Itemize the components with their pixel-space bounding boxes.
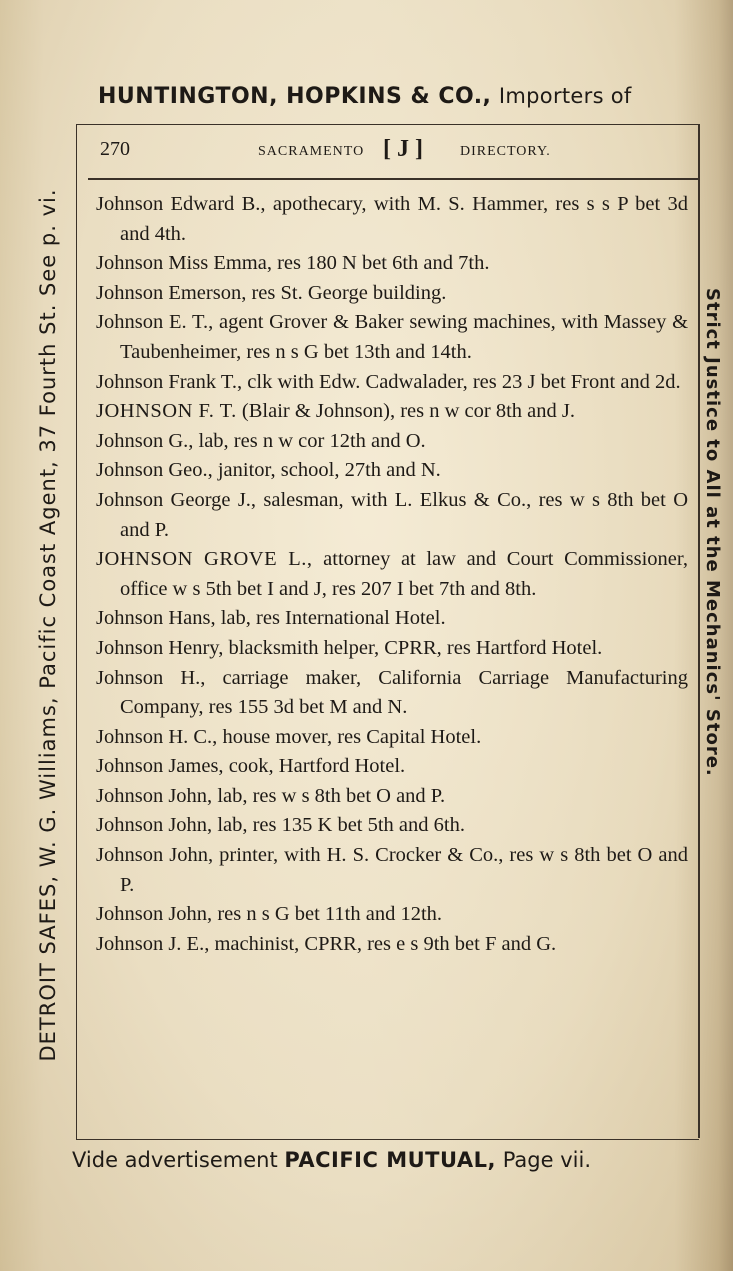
- directory-entry: [96, 249, 688, 279]
- directory-entry: [96, 397, 688, 427]
- running-head-section: DIRECTORY.: [460, 144, 551, 159]
- bracket-open: [: [383, 136, 391, 162]
- directory-entry: [96, 782, 688, 812]
- footer-page: Page vii.: [502, 1148, 591, 1172]
- page-number: 270: [100, 138, 130, 160]
- entry-name: Johnson G.,: [96, 429, 194, 452]
- footer-advertiser: PACIFIC MUTUAL,: [284, 1148, 497, 1172]
- directory-entry: [96, 930, 688, 960]
- directory-entry: [96, 752, 688, 782]
- entry-text: lab, res w s 8th bet O and P.: [217, 784, 446, 807]
- entry-text: printer, with H. S. Crocker & Co., res w s 8th bet O and P.: [120, 844, 689, 896]
- running-head-letter: [383, 136, 423, 163]
- entry-text: lab, res 135 K bet 5th and 6th.: [217, 814, 465, 837]
- entry-text: blacksmith helper, CPRR, res Hartford Hotel.: [228, 636, 603, 659]
- directory-entries: [96, 190, 688, 959]
- entry-text: agent Grover & Baker sewing machines, with Massey & Taubenheimer, res n s G bet 13th and 14th.: [120, 311, 689, 363]
- entry-text: lab, res International Hotel.: [220, 607, 446, 630]
- page-footer: [72, 1148, 702, 1180]
- entry-text: lab, res n w cor 12th and O.: [198, 429, 426, 452]
- entry-name: Johnson John,: [96, 784, 213, 807]
- directory-entry: [96, 427, 688, 457]
- entry-text: house mover, res Capital Hotel.: [222, 725, 482, 748]
- side-advert-left: DETROIT SAFES, W. G. Williams, Pacific Coast Agent, 37 Fourth St. See p. vi.: [36, 188, 60, 1062]
- entry-name: Johnson Hans,: [96, 607, 216, 630]
- entry-name: Johnson E. T.,: [96, 311, 214, 334]
- entry-text: (Blair & Johnson), res n w cor 8th and J.: [241, 400, 575, 423]
- directory-entry: [96, 308, 688, 367]
- entry-text: res 180 N bet 6th and 7th.: [277, 252, 490, 275]
- header-firm: HUNTINGTON, HOPKINS & CO.,: [98, 84, 492, 109]
- footer-lead: Vide advertisement: [72, 1148, 278, 1172]
- directory-entry: [96, 456, 688, 486]
- entry-text: apothecary, with M. S. Hammer, res s s P bet 3d and 4th.: [120, 193, 688, 245]
- entry-name: Johnson Emerson,: [96, 281, 247, 304]
- entry-name: Johnson Henry,: [96, 636, 224, 659]
- directory-entry: [96, 545, 688, 604]
- bracket-close: ]: [415, 136, 423, 162]
- entry-text: machinist, CPRR, res e s 9th bet F and G.: [214, 932, 557, 955]
- directory-entry: [96, 723, 688, 753]
- directory-entry: [96, 811, 688, 841]
- directory-entry: [96, 664, 688, 723]
- entry-name: Johnson George J.,: [96, 488, 257, 511]
- directory-entry: [96, 486, 688, 545]
- running-head-city: SACRAMENTO: [258, 144, 365, 159]
- directory-entry: [96, 900, 688, 930]
- entry-text: attorney at law and Court Commissioner, office w s 5th bet I and J, res 207 I bet 7th and 8th.: [120, 548, 688, 600]
- entry-name: Johnson J. E.,: [96, 932, 210, 955]
- entry-name: Johnson Miss Emma,: [96, 252, 272, 275]
- header-tail: Importers of: [498, 84, 632, 108]
- directory-entry: [96, 634, 688, 664]
- entry-name: Johnson Edward B.,: [96, 193, 266, 215]
- running-head: [100, 136, 698, 170]
- entry-text: salesman, with L. Elkus & Co., res w s 8th bet O and P.: [120, 488, 688, 541]
- directory-entry: [96, 368, 688, 398]
- section-letter: J: [397, 136, 409, 162]
- directory-entry: [96, 841, 688, 900]
- entry-name: Johnson H. C.,: [96, 725, 218, 748]
- entry-name: Johnson H.,: [96, 666, 206, 689]
- side-advert-right: Strict Justice to All at the Mechanics' Store.: [702, 288, 723, 777]
- entry-name: Johnson Geo.,: [96, 459, 213, 482]
- directory-entry: [96, 604, 688, 634]
- entry-text: clk with Edw. Cadwalader, res 23 J bet Front and 2d.: [247, 370, 681, 393]
- entry-name: Johnson John,: [96, 814, 213, 837]
- entry-name: Johnson Frank T.,: [96, 370, 243, 393]
- entry-name: JOHNSON F. T.: [96, 400, 237, 423]
- directory-entry: [96, 190, 688, 249]
- entry-text: res n s G bet 11th and 12th.: [217, 903, 443, 926]
- directory-entry: [96, 279, 688, 309]
- entry-text: janitor, school, 27th and N.: [217, 459, 441, 482]
- page-header: [98, 84, 708, 124]
- entry-name: Johnson John,: [96, 903, 213, 926]
- entry-text: carriage maker, California Carriage Manufacturing Company, res 155 3d bet M and N.: [120, 666, 689, 719]
- entry-name: Johnson John,: [96, 844, 214, 867]
- entry-text: res St. George building.: [251, 281, 447, 304]
- entry-name: Johnson James,: [96, 755, 224, 778]
- entry-name: JOHNSON GROVE L.,: [96, 548, 313, 571]
- header-rule: [88, 178, 698, 180]
- entry-text: cook, Hartford Hotel.: [228, 755, 406, 778]
